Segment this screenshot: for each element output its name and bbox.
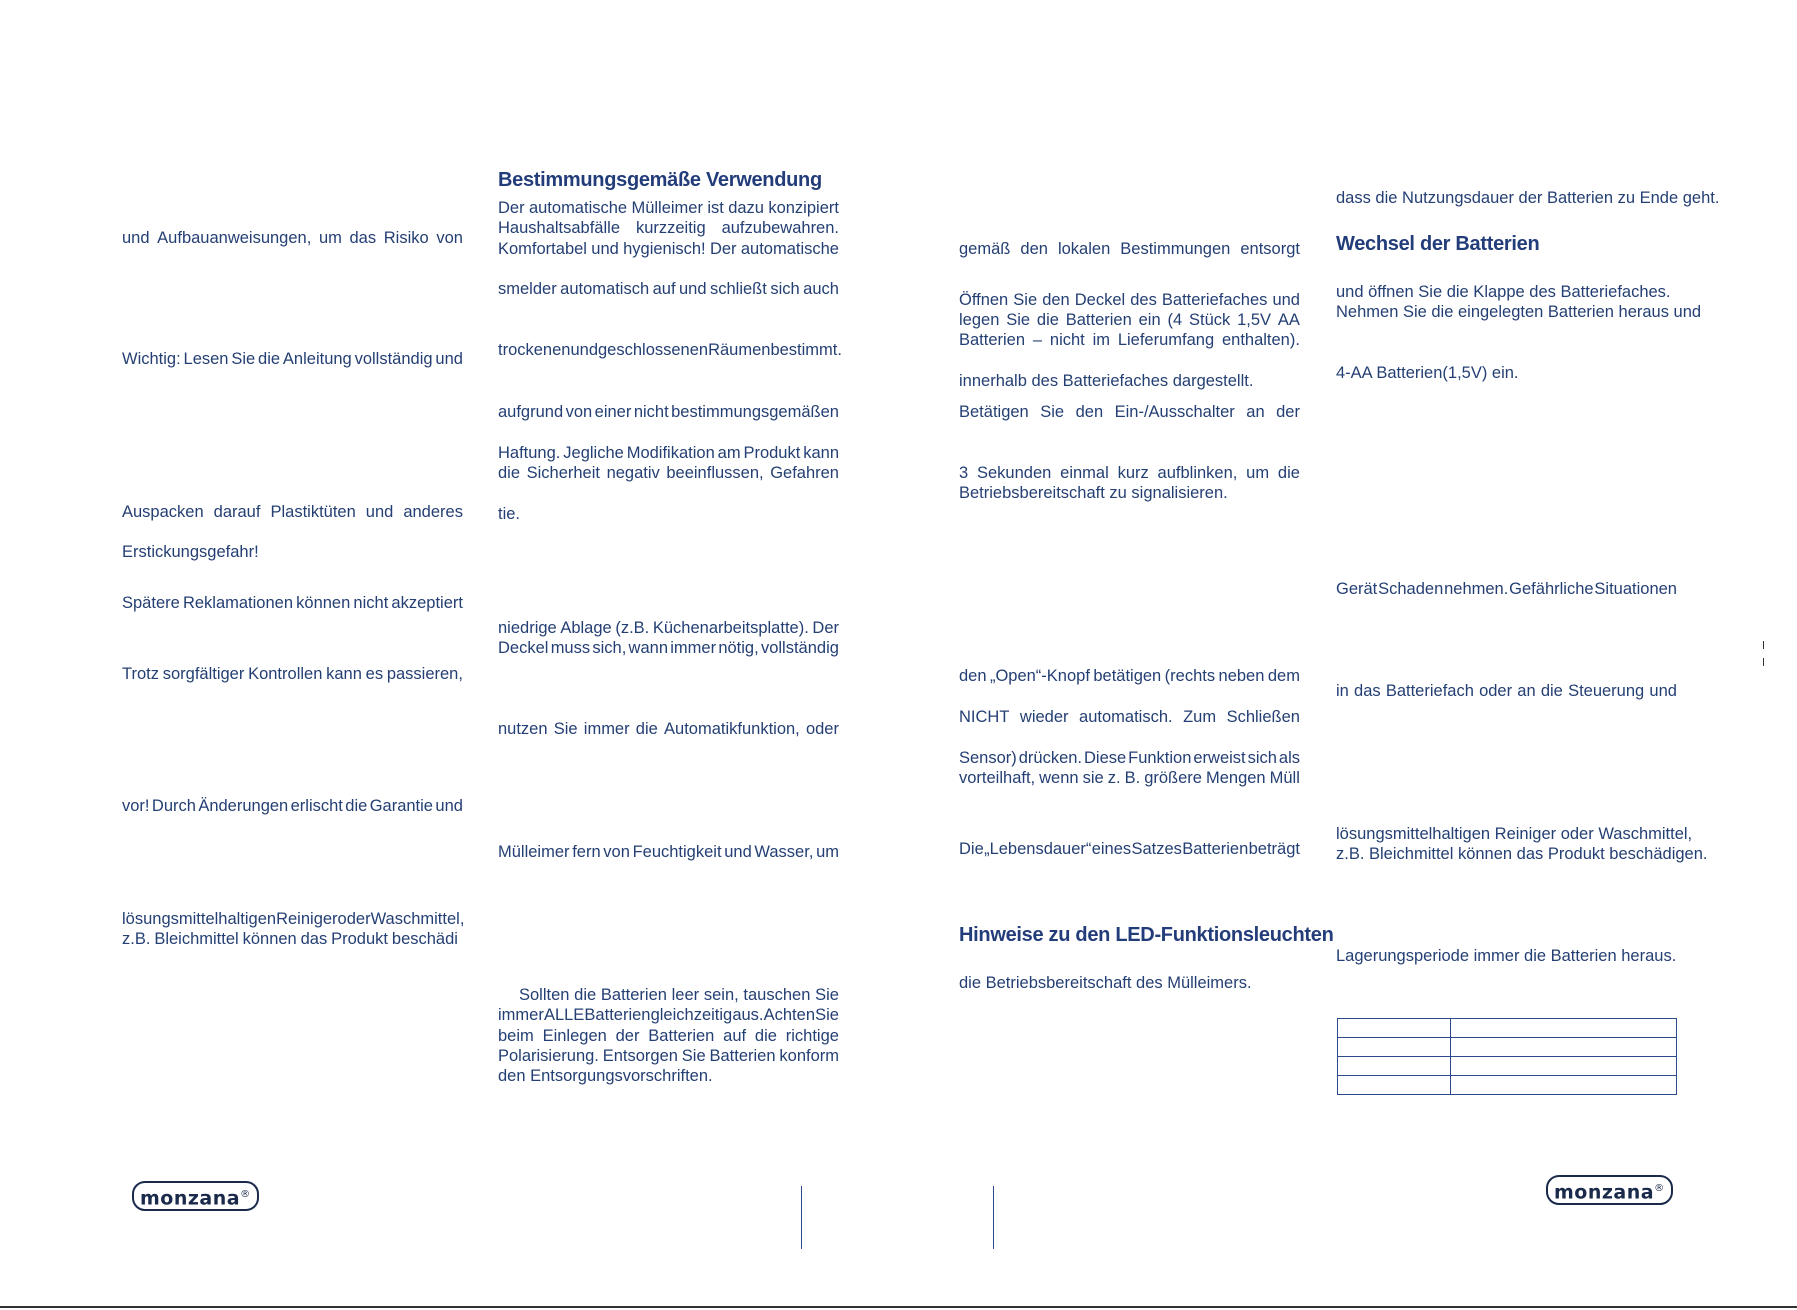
spec-table	[1337, 1018, 1677, 1095]
monzana-logo: monzana®	[1546, 1175, 1673, 1205]
text-line: Spätere Reklamationen können nicht akzeptiert	[122, 594, 463, 612]
text-line: Sollten die Batterien leer sein, tauschen Sie	[519, 986, 839, 1004]
text-line: niedrige Ablage (z.B. Küchenarbeitsplatte). Der	[498, 619, 839, 637]
text-line: vorteilhaft, wenn sie z. B. größere Mengen Müll	[959, 769, 1300, 787]
section-heading: Hinweise zu den LED-Funktionsleuchten	[959, 924, 1334, 946]
table-row	[1338, 1038, 1677, 1057]
bottom-rule	[0, 1306, 1797, 1308]
text-line: lösungsmittelhaltigen Reiniger oder Waschmittel,	[122, 910, 465, 928]
table-row	[1338, 1019, 1677, 1038]
table-cell	[1451, 1076, 1677, 1095]
text-line: Haftung. Jegliche Modifikation am Produkt kann	[498, 444, 839, 462]
text-line: Polarisierung. Entsorgen Sie Batterien konform	[498, 1047, 839, 1065]
text-line: den Entsorgungsvorschriften.	[498, 1067, 713, 1085]
text-line: vor! Durch Änderungen erlischt die Garantie und	[122, 797, 463, 815]
text-line: den „Open“-Knopf betätigen (rechts neben dem	[959, 667, 1300, 685]
text-line: Batterien – nicht im Lieferumfang enthalten).	[959, 331, 1300, 349]
table-row	[1338, 1076, 1677, 1095]
text-line: und Aufbauanweisungen, um das Risiko von	[122, 229, 463, 247]
monzana-logo: monzana®	[132, 1181, 259, 1211]
text-line: legen Sie die Batterien ein (4 Stück 1,5V AA	[959, 311, 1300, 329]
text-line: Haushaltsabfälle kurzzeitig aufzubewahren.	[498, 219, 839, 237]
text-line: Öffnen Sie den Deckel des Batteriefaches und	[959, 291, 1300, 309]
text-line: Sensor) drücken. Diese Funktion erweist sich als	[959, 749, 1300, 767]
text-line: Gerät Schaden nehmen. Gefährliche Situationen	[1336, 580, 1677, 598]
table-cell	[1338, 1019, 1451, 1038]
fold-line	[993, 1186, 994, 1249]
text-line: immer ALLE Batterien gleichzeitig aus. Achten Sie	[498, 1006, 839, 1024]
text-line: in das Batteriefach oder an die Steuerung und	[1336, 682, 1677, 700]
table-cell	[1338, 1057, 1451, 1076]
text-line: Der automatische Mülleimer ist dazu konzipiert	[498, 199, 839, 217]
section-heading: Bestimmungsgemäße Verwendung	[498, 169, 822, 191]
text-line: beim Einlegen der Batterien auf die richtige	[498, 1027, 839, 1045]
section-heading: Wechsel der Batterien	[1336, 233, 1540, 255]
text-line: Betriebsbereitschaft zu signalisieren.	[959, 484, 1228, 502]
text-line: Betätigen Sie den Ein-/Ausschalter an der	[959, 403, 1300, 421]
table-row	[1338, 1057, 1677, 1076]
text-line: innerhalb des Batteriefaches dargestellt.	[959, 372, 1254, 390]
edge-mark	[1763, 641, 1764, 649]
text-line: Erstickungsgefahr!	[122, 543, 259, 561]
text-line: Die „Lebensdauer“ eines Satzes Batterien beträgt	[959, 840, 1300, 858]
text-line: trockenen und geschlossenen Räumen bestimmt.	[498, 341, 842, 359]
text-line: z.B. Bleichmittel können das Produkt beschädigen.	[1336, 845, 1708, 863]
text-line: Lagerungsperiode immer die Batterien heraus.	[1336, 947, 1677, 965]
table-cell	[1451, 1038, 1677, 1057]
text-line: die Sicherheit negativ beeinflussen, Gefahren	[498, 464, 839, 482]
text-line: Komfortabel und hygienisch! Der automatische	[498, 240, 839, 258]
table-cell	[1451, 1057, 1677, 1076]
edge-mark	[1763, 658, 1764, 666]
table-cell	[1338, 1038, 1451, 1057]
text-line: aufgrund von einer nicht bestimmungsgemäßen	[498, 403, 839, 421]
text-line: z.B. Bleichmittel können das Produkt beschädi	[122, 930, 458, 948]
text-line: tie.	[498, 505, 521, 523]
text-line: Deckel muss sich, wann immer nötig, vollständig	[498, 639, 839, 657]
text-line: smelder automatisch auf und schließt sich auch	[498, 280, 839, 298]
text-line: Wichtig: Lesen Sie die Anleitung vollständig und	[122, 350, 463, 368]
text-line: und öffnen Sie die Klappe des Batteriefaches.	[1336, 283, 1671, 301]
table-cell	[1451, 1019, 1677, 1038]
table-cell	[1338, 1076, 1451, 1095]
text-line: Auspacken darauf Plastiktüten und anderes	[122, 503, 463, 521]
text-line: die Betriebsbereitschaft des Mülleimers.	[959, 974, 1252, 992]
text-line: 4-AA Batterien(1,5V) ein.	[1336, 364, 1519, 382]
text-line: dass die Nutzungsdauer der Batterien zu Ende geht.	[1336, 189, 1720, 207]
text-line: Trotz sorgfältiger Kontrollen kann es passieren,	[122, 665, 463, 683]
text-line: NICHT wieder automatisch. Zum Schließen	[959, 708, 1300, 726]
text-line: Nehmen Sie die eingelegten Batterien heraus und	[1336, 303, 1702, 321]
text-line: 3 Sekunden einmal kurz aufblinken, um die	[959, 464, 1300, 482]
text-line: nutzen Sie immer die Automatikfunktion, oder	[498, 720, 839, 738]
text-line: lösungsmittelhaltigen Reiniger oder Waschmittel,	[1336, 825, 1693, 843]
text-line: gemäß den lokalen Bestimmungen entsorgt	[959, 240, 1300, 258]
text-line: Mülleimer fern von Feuchtigkeit und Wasser, um	[498, 843, 839, 861]
fold-line	[801, 1186, 802, 1249]
